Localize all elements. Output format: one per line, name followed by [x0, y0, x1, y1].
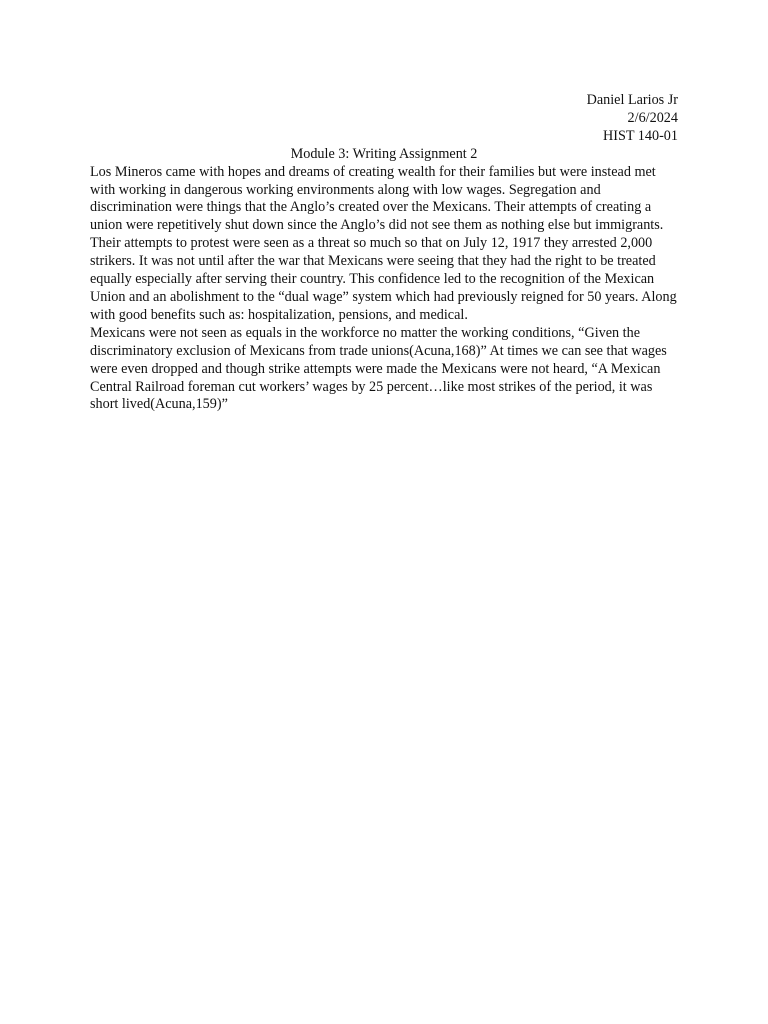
author-name: Daniel Larios Jr	[586, 92, 678, 108]
paragraph-1: Los Mineros came with hopes and dreams of creating wealth for their families but were instead met with working in dangerous working environments along with low wages. Segregation and discrimination were things that the Anglo’s created over the Mexicans. Their attempts of creating a union were repetitively shut down since the Anglo’s did not see them as nothing else but immigrants. Their attempts to protest were seen as a threat so much so that on July 12, 1917 they arrested 2,000 strikers. It was not until after the war that Mexicans were seeing that they had the right to be treated equally especially after serving their country. This confidence led to the recognition of the Mexican Union and an abolishment to the “dual wage” system which had previously reigned for 50 years. Along with good benefits such as: hospitalization, pensions, and medical.	[90, 163, 677, 323]
course-code: HIST 140-01	[602, 127, 678, 144]
paragraph-2: Mexicans were not seen as equals in the workforce no matter the working conditions, “Given the discriminatory exclusion of Mexicans from trade unions(Acuna,168)” At times we can see that wages were even dropped and though strike attempts were made the Mexicans were not heard, “A Mexican Central Railroad foreman cut workers’ wages by 25 percent…like most strikes of the period, it was short lived(Acuna,159)”	[90, 324, 667, 413]
assignment-date: 2/6/2024	[627, 109, 678, 126]
document-title: Module 3: Writing Assignment 2	[290, 145, 478, 162]
header-block	[90, 92, 678, 146]
document-page	[90, 92, 678, 414]
